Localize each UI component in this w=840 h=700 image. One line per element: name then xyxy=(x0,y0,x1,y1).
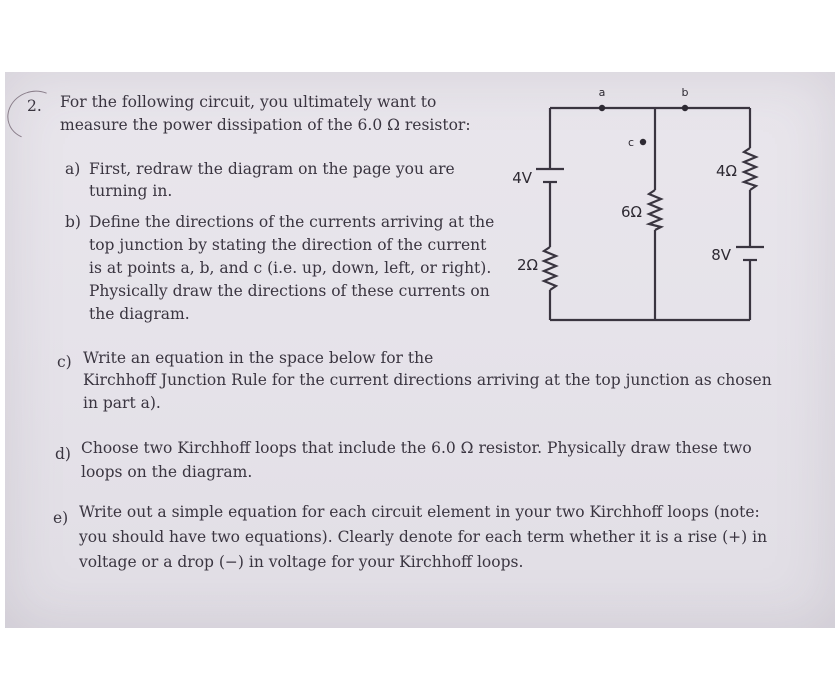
point-c-dot xyxy=(640,139,646,145)
part-e-line-2: you should have two equations). Clearly denote for each term whether it is a rise (+) in xyxy=(79,528,768,546)
resistor-2ohm-label: 2Ω xyxy=(516,256,538,274)
resistor-2ohm-symbol xyxy=(544,247,556,290)
resistor-6ohm-symbol xyxy=(649,190,661,230)
battery-8v-label: 8V xyxy=(711,246,731,264)
part-b-label: b) xyxy=(65,213,81,231)
part-b-line-2: top junction by stating the direction of the current xyxy=(89,236,487,254)
part-d-line-2: loops on the diagram. xyxy=(81,463,253,481)
circuit-diagram xyxy=(5,72,835,628)
part-e-line-3: voltage or a drop (−) in voltage for your Kirchhoff loops. xyxy=(79,553,524,571)
part-a-label: a) xyxy=(65,160,81,178)
part-b-line-1: Define the directions of the currents arriving at the xyxy=(89,213,495,231)
battery-4v-symbol xyxy=(536,169,564,182)
part-d-label: d) xyxy=(55,445,71,463)
resistor-6ohm-label: 6Ω xyxy=(620,203,642,221)
question-number: 2. xyxy=(27,97,42,115)
part-b-line-5: the diagram. xyxy=(89,305,190,323)
part-c-line-1: Write an equation in the space below for the xyxy=(83,349,434,367)
part-c-label: c) xyxy=(57,353,72,371)
battery-8v-symbol xyxy=(736,247,764,260)
point-c-label: c xyxy=(627,136,635,149)
part-a-line-2: turning in. xyxy=(89,182,173,200)
part-d-line-1: Choose two Kirchhoff loops that include the 6.0 Ω resistor. Physically draw these two xyxy=(81,439,752,457)
part-b-line-3: is at points a, b, and c (i.e. up, down, left, or right). xyxy=(89,259,492,277)
intro-line-2: measure the power dissipation of the 6.0 Ω resistor: xyxy=(60,116,471,134)
battery-4v-label: 4V xyxy=(512,169,532,187)
part-b-line-4: Physically draw the directions of these currents on xyxy=(89,282,490,300)
part-c-line-3: in part a). xyxy=(83,394,161,412)
worksheet-photo xyxy=(5,72,835,628)
point-a-label: a xyxy=(598,86,606,99)
resistor-4ohm-label: 4Ω xyxy=(715,162,737,180)
point-a-dot xyxy=(599,105,605,111)
part-c-line-2: Kirchhoff Junction Rule for the current directions arriving at the top junction as chosen xyxy=(83,371,772,389)
point-b-label: b xyxy=(681,86,689,99)
part-e-label: e) xyxy=(53,509,69,527)
intro-line-1: For the following circuit, you ultimately want to xyxy=(60,93,437,111)
resistor-4ohm-symbol xyxy=(744,148,756,190)
point-b-dot xyxy=(682,105,688,111)
part-a-line-1: First, redraw the diagram on the page you are xyxy=(89,160,455,178)
part-e-line-1: Write out a simple equation for each circuit element in your two Kirchhoff loops (note: xyxy=(79,503,760,521)
